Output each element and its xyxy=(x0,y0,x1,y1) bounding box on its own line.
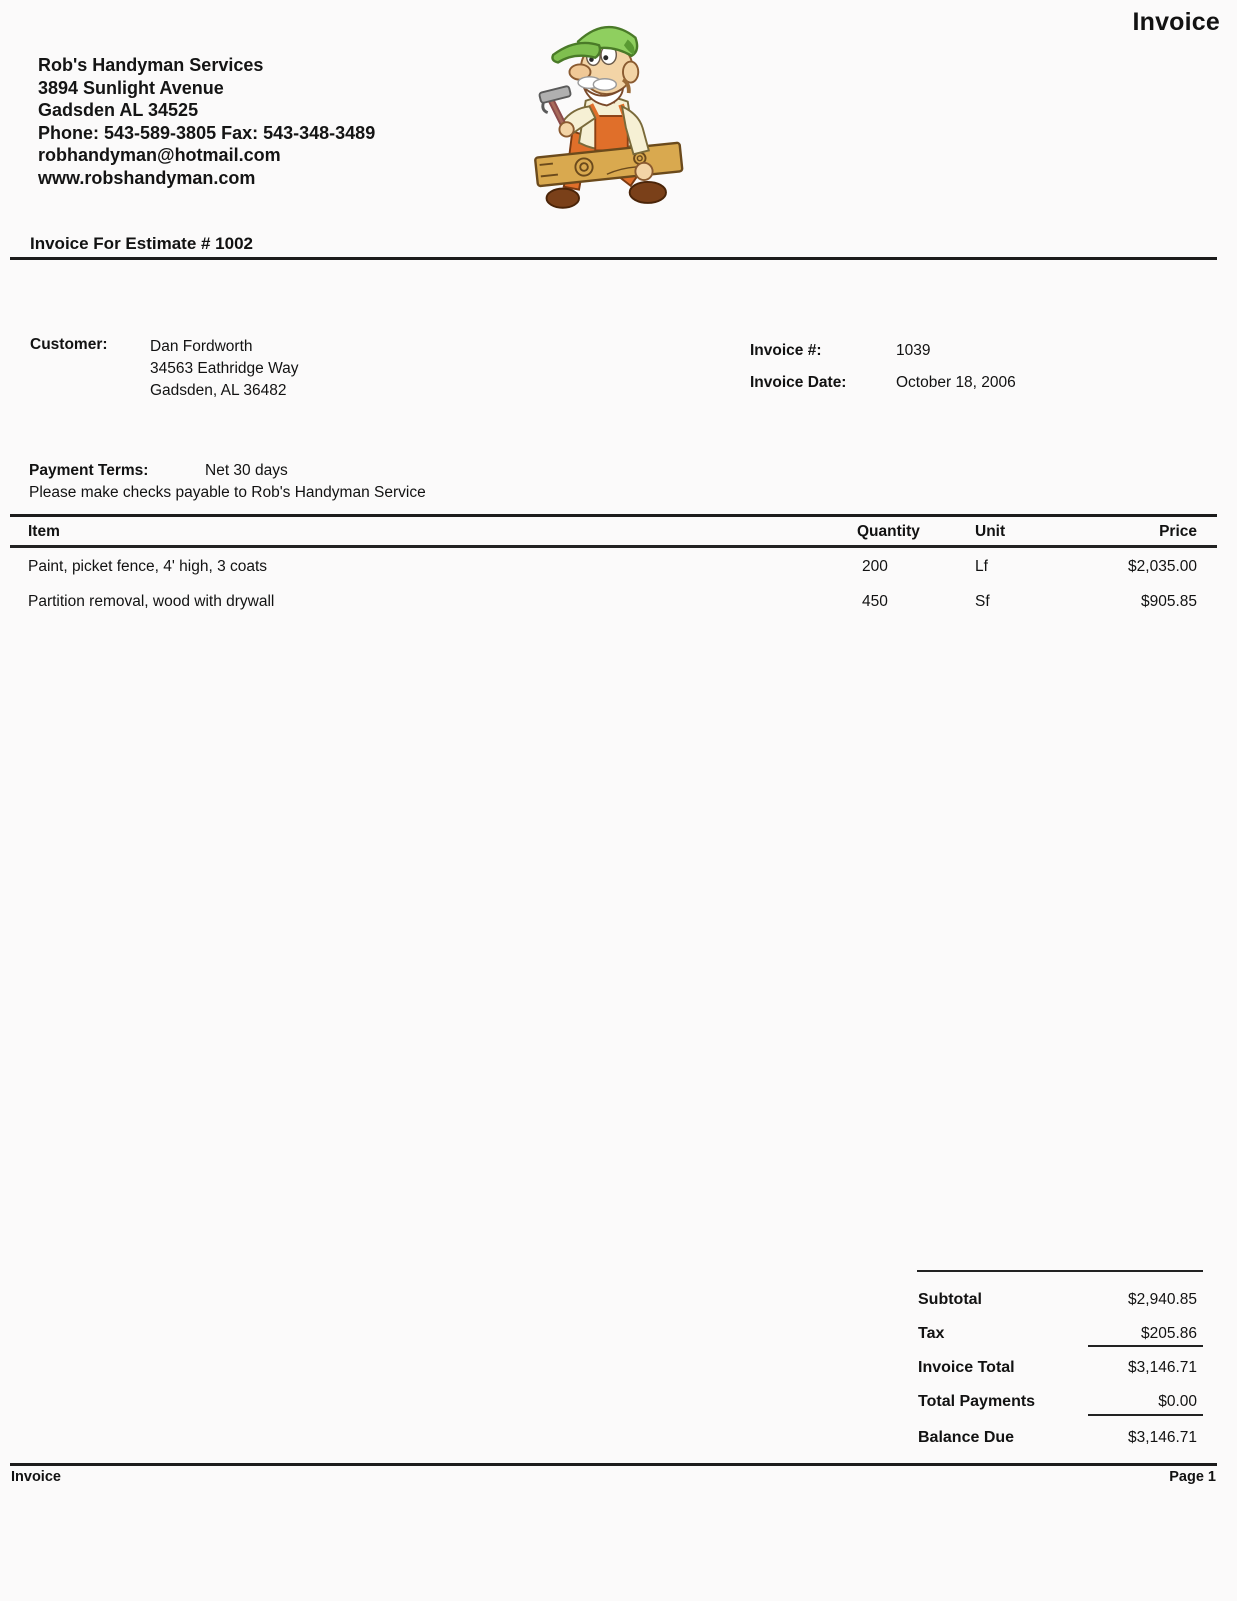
page-title: Invoice xyxy=(1132,8,1220,36)
invoice-date-value: October 18, 2006 xyxy=(896,374,1016,391)
tax-label: Tax xyxy=(918,1325,945,1342)
company-address-line2: Gadsden AL 34525 xyxy=(38,100,199,120)
company-phone-fax: Phone: 543-589-3805 Fax: 543-348-3489 xyxy=(38,122,376,143)
table-header-rule xyxy=(10,545,1217,548)
item-cell: Paint, picket fence, 4' high, 3 coats xyxy=(28,558,268,575)
invoice-total-value: $3,146.71 xyxy=(1128,1359,1197,1376)
unit-cell: Lf xyxy=(975,558,988,575)
totals-row-subtotal xyxy=(917,1291,1203,1313)
quantity-cell: 450 xyxy=(862,593,888,610)
payment-terms-label: Payment Terms: xyxy=(29,462,149,479)
company-website: www.robshandyman.com xyxy=(38,167,256,188)
table-top-rule xyxy=(10,514,1217,517)
balance-due-value: $3,146.71 xyxy=(1128,1429,1197,1446)
price-cell: $905.85 xyxy=(1140,593,1197,610)
subtotal-label: Subtotal xyxy=(918,1291,982,1308)
company-name: Rob's Handyman Services xyxy=(38,55,264,75)
total-payments-value: $0.00 xyxy=(1158,1393,1197,1410)
footer-page-number: Page 1 xyxy=(1169,1469,1216,1485)
totals-row-invoice-total xyxy=(917,1359,1203,1381)
customer-address-line1: 34563 Eathridge Way xyxy=(150,360,299,377)
company-address-line1: 3894 Sunlight Avenue xyxy=(38,77,224,98)
price-cell: $2,035.00 xyxy=(1128,558,1197,575)
footer-rule xyxy=(10,1463,1217,1466)
quantity-cell: 200 xyxy=(862,558,888,575)
handyman-logo-icon xyxy=(515,10,687,222)
totals-row-balance-due xyxy=(917,1429,1203,1451)
footer-doc-type: Invoice xyxy=(11,1469,61,1485)
customer-label: Customer: xyxy=(30,336,108,353)
invoice-number-value: 1039 xyxy=(896,342,931,359)
table-header-unit: Unit xyxy=(975,523,1006,540)
unit-cell: Sf xyxy=(975,593,990,610)
item-cell: Partition removal, wood with drywall xyxy=(28,593,275,610)
company-email: robhandyman@hotmail.com xyxy=(38,145,281,165)
table-header-quantity: Quantity xyxy=(857,523,920,540)
totals-section xyxy=(917,1270,1203,1455)
company-block xyxy=(38,54,375,189)
balance-due-label: Balance Due xyxy=(918,1429,1015,1446)
table-header-price: Price xyxy=(1159,523,1197,540)
customer-block xyxy=(150,336,299,402)
invoice-date-label: Invoice Date: xyxy=(750,374,847,391)
table-row xyxy=(0,558,1237,582)
payment-note: Please make checks payable to Rob's Handyman Service xyxy=(29,484,426,501)
totals-row-total-payments xyxy=(917,1393,1203,1415)
tax-underline xyxy=(1088,1345,1203,1347)
payment-terms-value: Net 30 days xyxy=(205,462,288,479)
total-payments-label: Total Payments xyxy=(918,1393,1036,1410)
customer-address-line2: Gadsden, AL 36482 xyxy=(150,382,287,399)
invoice-number-label: Invoice #: xyxy=(750,342,822,359)
payments-underline xyxy=(1088,1414,1203,1416)
invoice-total-label: Invoice Total xyxy=(918,1359,1015,1376)
totals-row-tax xyxy=(917,1325,1203,1347)
header-divider xyxy=(10,257,1217,260)
totals-top-rule xyxy=(917,1270,1203,1272)
subtotal-value: $2,940.85 xyxy=(1128,1291,1197,1308)
tax-value: $205.86 xyxy=(1140,1325,1197,1342)
table-row xyxy=(0,593,1237,617)
estimate-heading: Invoice For Estimate # 1002 xyxy=(30,234,253,253)
table-header-item: Item xyxy=(28,523,60,540)
customer-name: Dan Fordworth xyxy=(150,338,253,355)
